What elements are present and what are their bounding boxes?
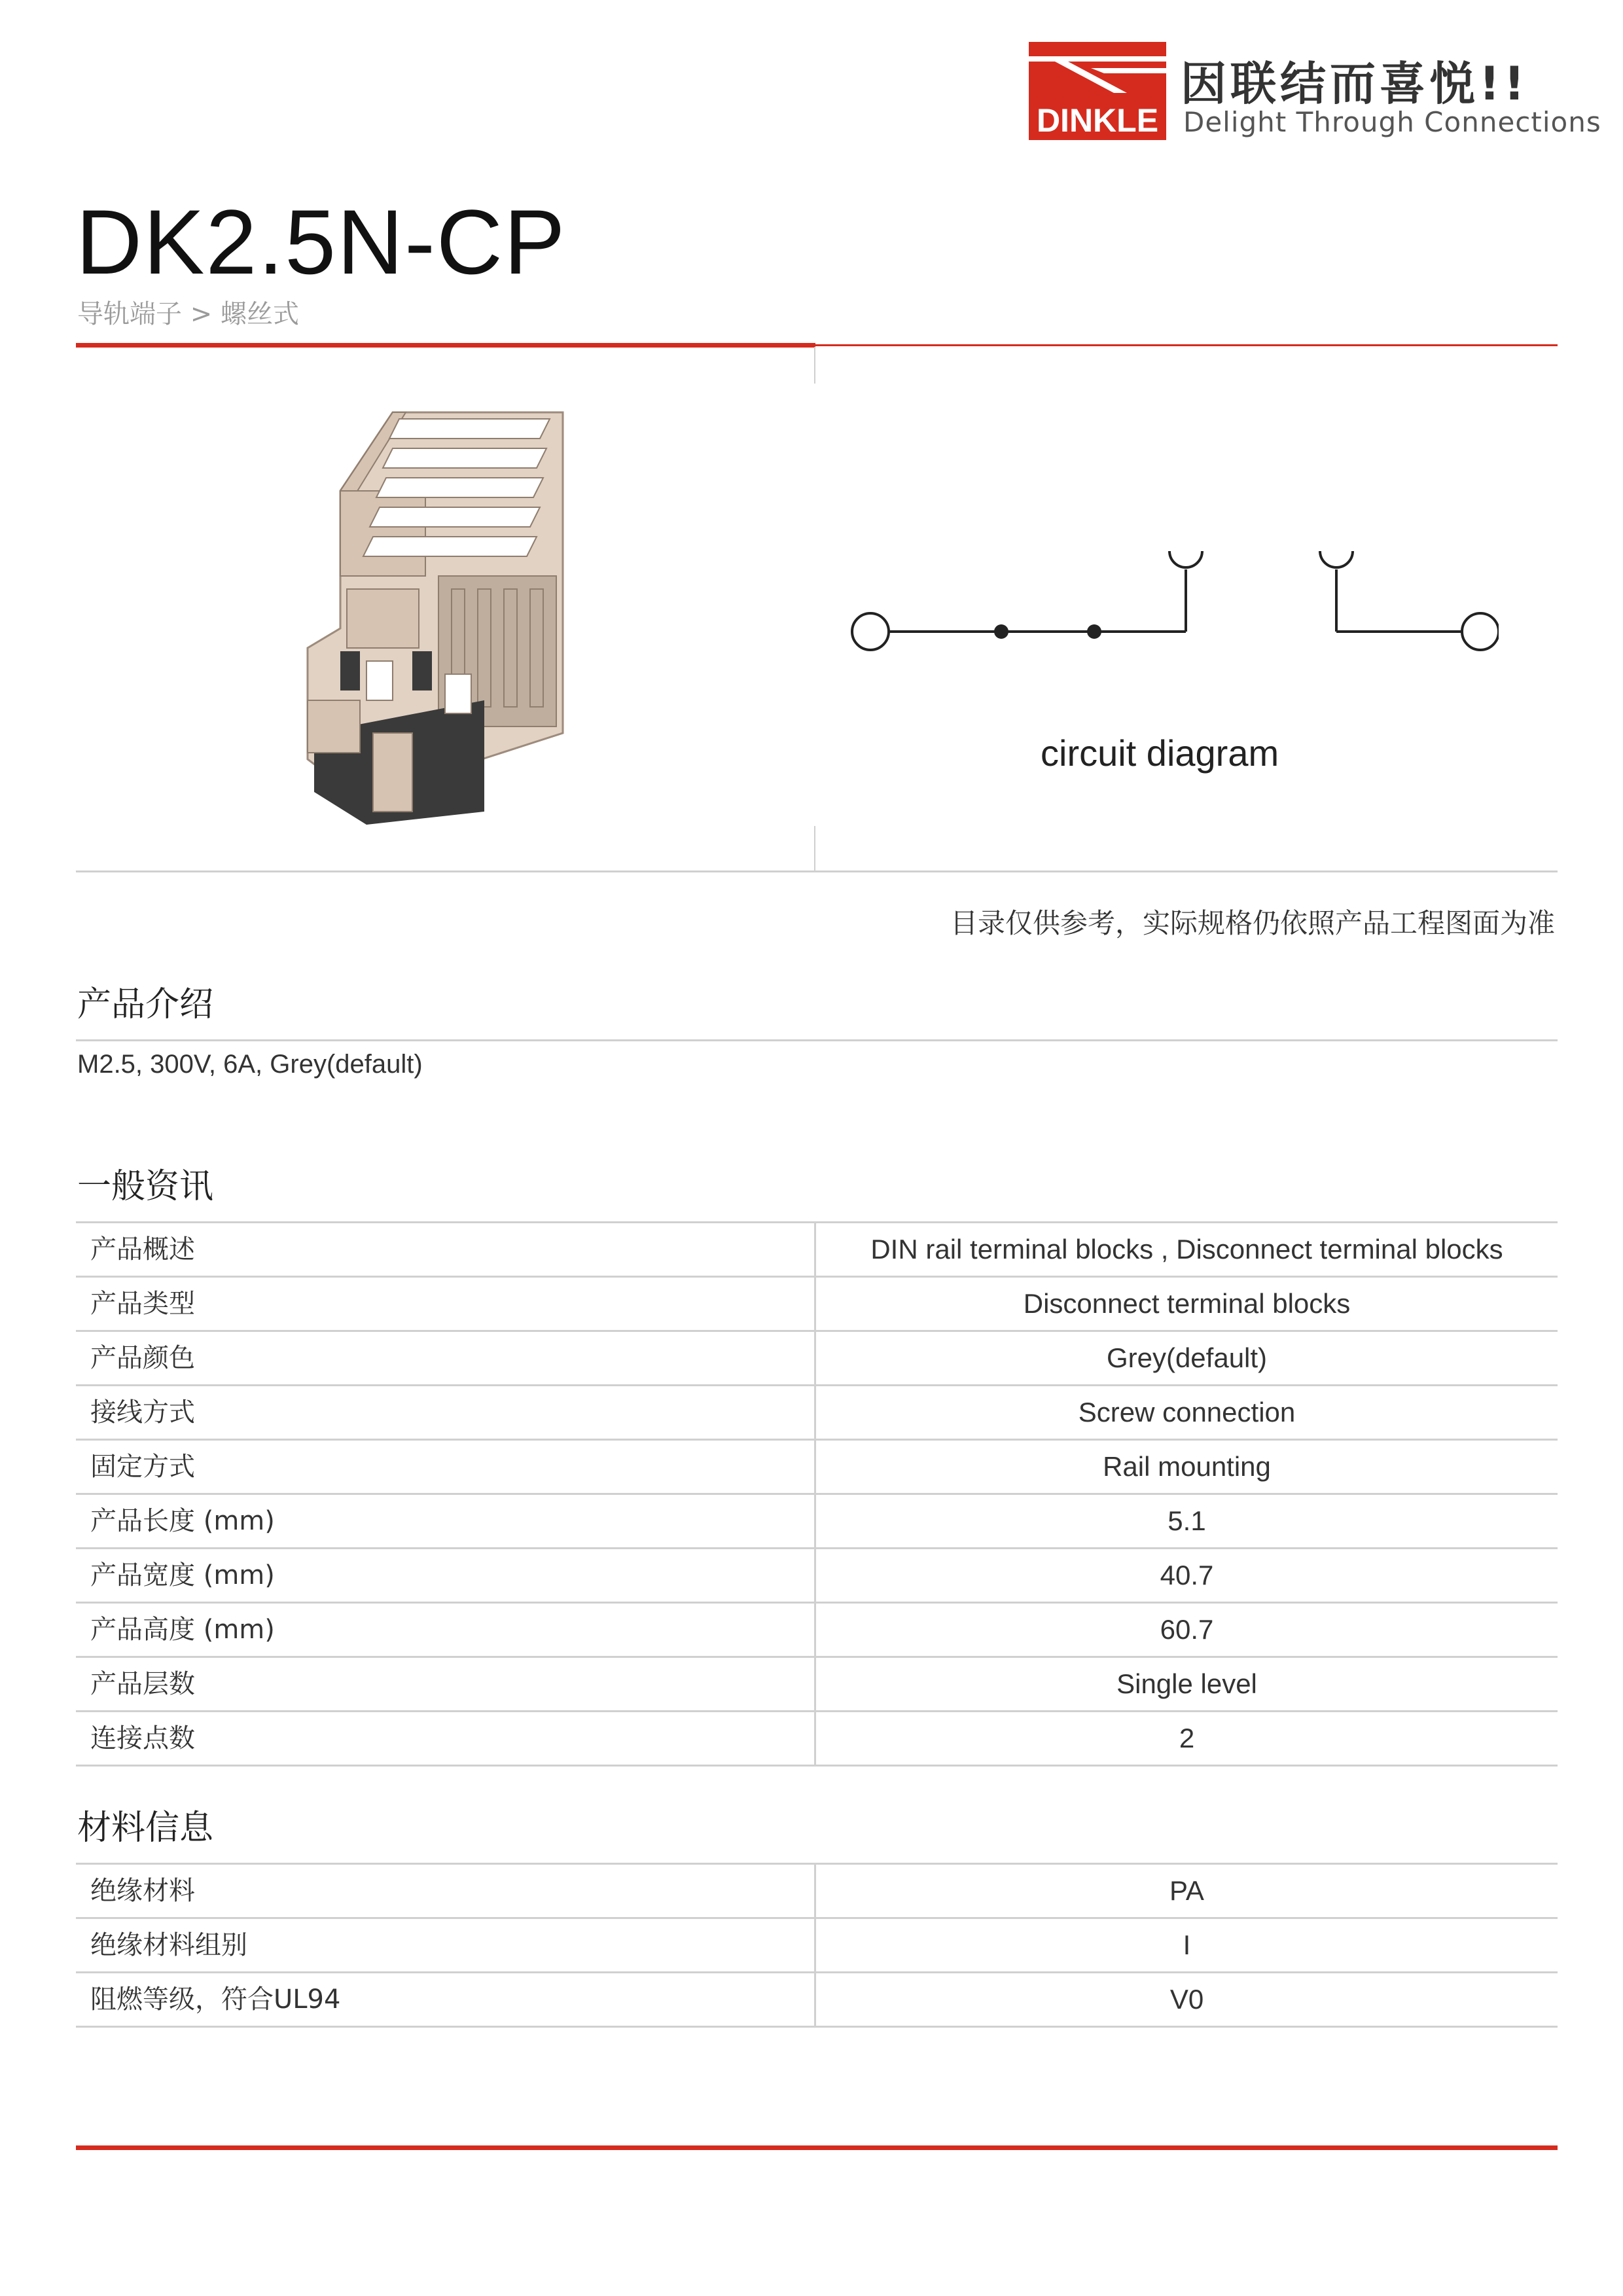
disclaimer-note: 目录仅供参考，实际规格仍依照产品工程图面为准 (950, 907, 1555, 939)
logo-wordmark: DINKLE (1036, 102, 1159, 139)
section-divider (76, 1039, 1558, 1041)
table-row (76, 1223, 1558, 1278)
spec-label: 接线方式 (90, 1397, 195, 1427)
spec-value: PA (1169, 1875, 1204, 1906)
spec-value: DIN rail terminal blocks , Disconnect terminal blocks (870, 1234, 1503, 1265)
spec-label: 固定方式 (90, 1452, 195, 1482)
junction-dot (1087, 624, 1101, 639)
spec-label: 产品层数 (90, 1669, 195, 1699)
brand-logo (1029, 39, 1601, 144)
footer-divider-red (76, 2145, 1558, 2150)
spec-value: Grey(default) (1106, 1342, 1268, 1373)
section-title-intro: 产品介绍 (77, 985, 214, 1024)
table-row (76, 1658, 1558, 1712)
image-divider-top (814, 347, 815, 384)
section-title-material: 材料信息 (77, 1808, 214, 1848)
spec-value: 5.1 (1168, 1505, 1206, 1536)
terminal-block-product-image (288, 393, 589, 844)
table-row (76, 1549, 1558, 1604)
table-row (76, 1495, 1558, 1549)
spec-label: 产品概述 (90, 1234, 195, 1265)
section-title-general: 一般资讯 (77, 1167, 214, 1206)
diagram-caption: circuit diagram (1041, 732, 1279, 774)
spec-label: 产品高度 (mm) (90, 1615, 275, 1645)
spec-value: 60.7 (1160, 1614, 1214, 1645)
general-spec-table (76, 1223, 1558, 1767)
spec-value: Rail mounting (1103, 1451, 1271, 1482)
table-row (76, 1865, 1558, 1919)
image-area-bottom-rule (76, 870, 1558, 872)
table-row (76, 1973, 1558, 2028)
spec-label: 产品长度 (mm) (90, 1506, 275, 1536)
title-divider-red (76, 343, 815, 348)
terminal-circle-left (852, 613, 889, 650)
table-row (76, 1278, 1558, 1332)
spec-label: 产品宽度 (mm) (90, 1560, 275, 1590)
page-title: DK2.5N-CP (76, 190, 567, 293)
table-row (76, 1712, 1558, 1767)
dinkle-logo-mark (1029, 42, 1166, 140)
title-divider-red-thin (815, 344, 1558, 346)
spec-value: Single level (1116, 1668, 1257, 1699)
disconnect-contact-left (1169, 551, 1202, 567)
intro-text: M2.5, 300V, 6A, Grey(default) (77, 1050, 423, 1079)
circuit-diagram (844, 537, 1499, 681)
spec-value: Screw connection (1078, 1397, 1296, 1427)
breadcrumb: 导轨端子 > 螺丝式 (77, 299, 299, 329)
spec-label: 产品颜色 (90, 1343, 195, 1373)
junction-dot (994, 624, 1008, 639)
brand-slogan-en: Delight Through Connections (1183, 106, 1601, 138)
table-row (76, 1441, 1558, 1495)
spec-label: 绝缘材料 (90, 1876, 195, 1906)
table-row (76, 1332, 1558, 1386)
spec-label: 连接点数 (90, 1723, 195, 1753)
spec-label: 阻燃等级，符合UL94 (90, 1984, 341, 2015)
spec-value: Disconnect terminal blocks (1023, 1288, 1351, 1319)
table-row (76, 1919, 1558, 1973)
spec-label: 产品类型 (90, 1289, 195, 1319)
spec-value: 2 (1179, 1723, 1195, 1753)
spec-value: I (1183, 1929, 1191, 1960)
image-divider-bottom (814, 826, 815, 872)
disconnect-contact-right (1320, 551, 1353, 567)
spec-value: V0 (1169, 1984, 1204, 2015)
table-row (76, 1386, 1558, 1441)
terminal-circle-right (1462, 613, 1499, 650)
brand-slogan-cn: 因联结而喜悦!! (1181, 57, 1529, 111)
spec-value: 40.7 (1160, 1560, 1214, 1590)
table-row (76, 1604, 1558, 1658)
spec-label: 绝缘材料组别 (90, 1930, 247, 1960)
material-spec-table (76, 1865, 1558, 2028)
